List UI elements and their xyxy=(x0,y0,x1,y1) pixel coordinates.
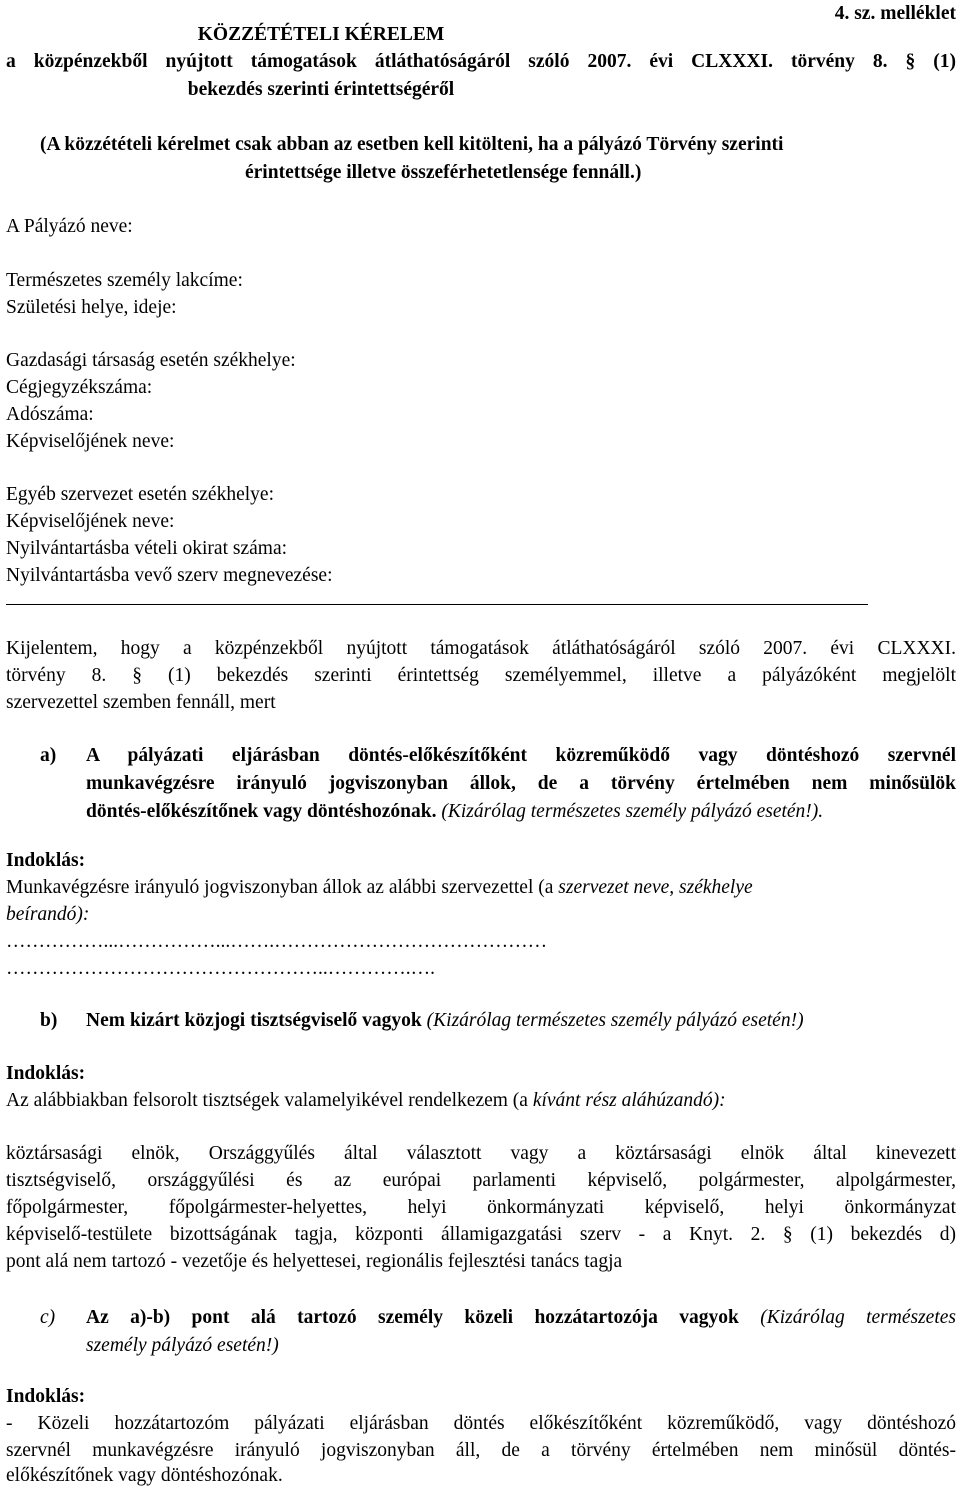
separator-line xyxy=(6,604,868,605)
item-a-text-3 xyxy=(86,798,956,826)
item-c-reason-text-1: - Közeli hozzátartozóm pályázati eljárásban döntés előkészítőként közreműködő, vagy döntéshozó xyxy=(6,1413,956,1434)
item-a-text-3-bold: döntés-előkészítőnek vagy döntéshozónak. xyxy=(86,801,437,822)
fill-note-cont: érintettsége illetve összeférhetetlensége fennáll.) xyxy=(245,162,642,183)
company-rep-label: Képviselőjének neve: xyxy=(6,431,175,452)
company-seat-label: Gazdasági társaság esetén székhelye: xyxy=(6,350,296,371)
item-c-label: c) xyxy=(40,1307,56,1328)
item-a-text-1: A pályázati eljárásban döntés-előkészítőként közreműködő vagy döntéshozó szervnél xyxy=(86,745,956,766)
item-b-reason-text xyxy=(6,1087,956,1115)
item-a-reason-label: Indoklás: xyxy=(6,850,86,871)
org-seat-label: Egyéb szervezet esetén székhelye: xyxy=(6,484,274,505)
item-c-text-2: személy pályázó esetén!) xyxy=(86,1335,279,1356)
document-subtitle-cont: bekezdés szerinti érintettségéről xyxy=(187,79,455,100)
item-b-reason-italic: kívánt rész aláhúzandó): xyxy=(532,1090,726,1111)
item-b-offices-2: tisztségviselő, országgyűlési és az európai parlamenti képviselő, polgármester, alpolgármester, xyxy=(6,1170,956,1191)
tax-no-label: Adószáma: xyxy=(6,404,94,425)
registry-doc-no-label: Nyilvántartásba vételi okirat száma: xyxy=(6,538,288,559)
company-reg-no-label: Cégjegyzékszáma: xyxy=(6,377,153,398)
item-a-reason-plain: Munkavégzésre irányuló jogviszonyban állok az alábbi szervezettel (a xyxy=(6,877,559,898)
declaration-text-2: törvény 8. § (1) bekezdés szerinti érintettség személyemmel, illetve a pályázóként megjelölt xyxy=(6,665,956,686)
item-a-label: a) xyxy=(40,745,57,766)
document-title: KÖZZÉTÉTELI KÉRELEM xyxy=(197,24,445,45)
item-a xyxy=(6,742,956,832)
birth-place-date-label: Születési helye, ideje: xyxy=(6,297,177,318)
item-a-reason-text xyxy=(6,874,956,902)
item-b xyxy=(6,1007,956,1035)
item-b-reason-plain: Az alábbiakban felsorolt tisztségek valamelyikével rendelkezem (a xyxy=(6,1090,533,1111)
document-subtitle: a közpénzekből nyújtott támogatások átláthatóságáról szóló 2007. évi CLXXXI. törvény 8. § (1) xyxy=(6,51,956,72)
item-a-reason-text-2: beírandó): xyxy=(6,904,90,925)
item-a-fill-dots-2: …………………………………………..………….…. xyxy=(6,958,435,979)
item-a-note: (Kizárólag természetes személy pályázó esetén!). xyxy=(436,801,824,822)
declaration-text-3: szervezettel szemben fennáll, mert xyxy=(6,692,276,713)
item-c-reason-text-3: előkészítőnek vagy döntéshozónak. xyxy=(6,1465,283,1486)
person-address-label: Természetes személy lakcíme: xyxy=(6,270,243,291)
org-rep-label: Képviselőjének neve: xyxy=(6,511,175,532)
item-b-text-bold: Nem kizárt közjogi tisztségviselő vagyok xyxy=(86,1010,422,1031)
item-c-text-bold: Az a)-b) pont alá tartozó személy közeli hozzátartozója vagyok xyxy=(86,1307,739,1328)
item-c-text-1 xyxy=(86,1304,956,1332)
item-b-label: b) xyxy=(40,1010,58,1031)
item-b-note: (Kizárólag természetes személy pályázó esetén!) xyxy=(421,1010,804,1031)
item-a-fill-dots: ……………...……………...…….…………………………………… xyxy=(6,931,548,952)
applicant-name-label: A Pályázó neve: xyxy=(6,216,133,237)
item-b-offices-3: főpolgármester, főpolgármester-helyettes, helyi önkormányzati képviselő, helyi önkormányzat xyxy=(6,1197,956,1218)
item-b-offices-5: pont alá nem tartozó - vezetője és helyettesei, regionális fejlesztési tanács tagja xyxy=(6,1251,623,1272)
item-c xyxy=(6,1304,956,1360)
item-b-reason-label: Indoklás: xyxy=(6,1063,86,1084)
item-c-note: (Kizárólag természetes xyxy=(738,1307,956,1328)
registry-authority-label: Nyilvántartásba vevő szerv megnevezése: xyxy=(6,565,333,586)
annex-label: 4. sz. melléklet xyxy=(834,3,956,24)
item-b-offices-4: képviselő-testülete bizottságának tagja, központi államigazgatási szerv - a Knyt. 2. § (1) bekezdés d) xyxy=(6,1224,956,1245)
item-a-text-2: munkavégzésre irányuló jogviszonyban állok, de a törvény értelmében nem minősülök xyxy=(86,773,956,794)
declaration-text: Kijelentem, hogy a közpénzekből nyújtott támogatások átláthatóságáról szóló 2007. évi CLXXXI. xyxy=(6,638,956,659)
item-b-offices-1: köztársasági elnök, Országgyűlés által választott vagy a köztársasági elnök által kinevezett xyxy=(6,1143,956,1164)
item-c-reason-text-2: szervnél munkavégzésre irányuló jogviszonyban áll, de a törvény értelmében nem minősül döntés- xyxy=(6,1440,956,1461)
item-a-reason-italic: szervezet neve, székhelye xyxy=(558,877,753,898)
item-b-text xyxy=(86,1007,956,1035)
fill-note: (A közzétételi kérelmet csak abban az esetben kell kitölteni, ha a pályázó Törvény szerinti xyxy=(40,134,784,155)
item-c-reason-label: Indoklás: xyxy=(6,1386,86,1407)
